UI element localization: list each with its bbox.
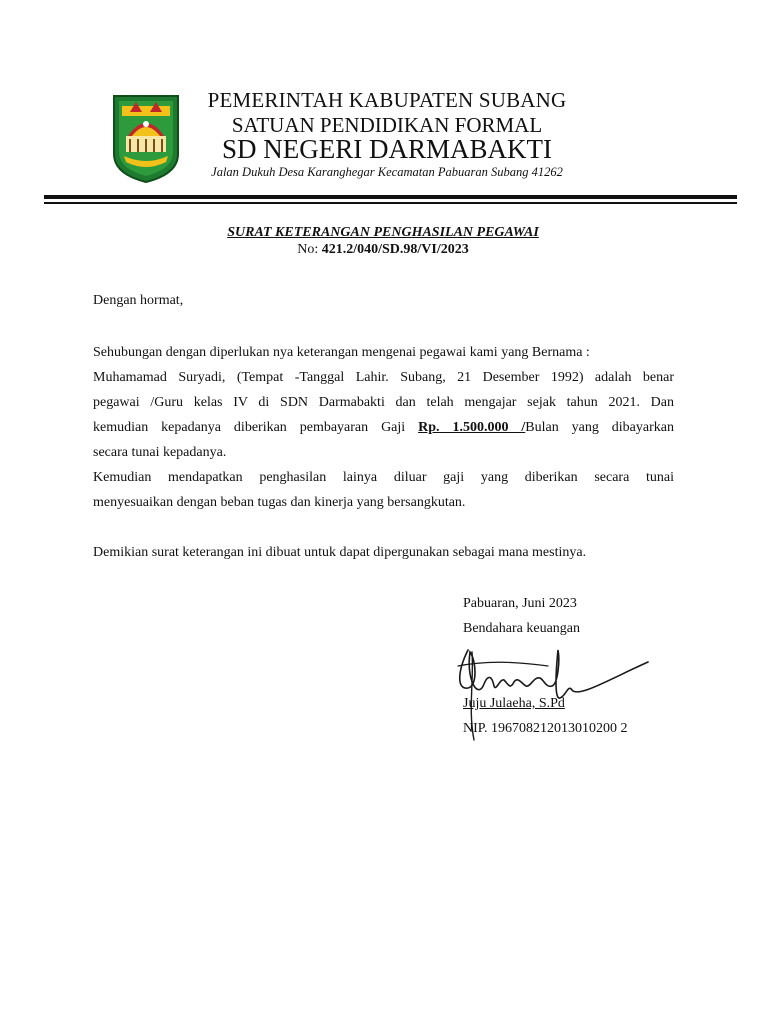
signatory-name: Juju Julaeha, S.Pd — [463, 696, 565, 711]
header-government-line: PEMERINTAH KABUPATEN SUBANG — [207, 88, 567, 112]
letterhead-divider-thick — [44, 195, 737, 199]
signature-position: Bendahara keuangan — [463, 621, 580, 636]
body-line-2: Muhamamad Suryadi, (Tempat -Tanggal Lahir. Subang, 21 Desember 1992) adalah benar — [93, 370, 674, 385]
body-line-4-post: Bulan yang dibayarkan — [525, 420, 674, 435]
letter-number-value: 421.2/040/SD.98/VI/2023 — [321, 242, 469, 257]
header-school-name: SD NEGERI DARMABAKTI — [222, 134, 552, 164]
letterhead-divider-thin — [44, 202, 737, 204]
signature-place-date: Pabuaran, Juni 2023 — [463, 596, 577, 611]
body-line-7: menyesuaikan dengan beban tugas dan kinerja yang bersangkutan. — [93, 495, 466, 510]
letter-title: SURAT KETERANGAN PENGHASILAN PEGAWAI — [227, 225, 539, 240]
body-line-3: pegawai /Guru kelas IV di SDN Darmabakti dan telah mengajar sejak tahun 2021. Dan — [93, 395, 674, 410]
body-line-6: Kemudian mendapatkan penghasilan lainya diluar gaji yang diberikan secara tunai — [93, 470, 674, 485]
letter-number — [150, 242, 616, 258]
salary-amount: Rp. 1.500.000 / — [418, 420, 526, 435]
signatory-nip: NIP. 196708212013010200 2 — [463, 721, 628, 736]
body-line-1: Sehubungan dengan diperlukan nya keterangan mengenai pegawai kami yang Bernama : — [93, 345, 590, 360]
body-line-5: secara tunai kepadanya. — [93, 445, 227, 460]
body-line-4-pre: kemudian kepadanya diberikan pembayaran Gaji — [93, 420, 419, 435]
body-line-4 — [93, 415, 674, 440]
school-emblem-logo — [110, 92, 182, 184]
closing-sentence: Demikian surat keterangan ini dibuat untuk dapat dipergunakan sebagai mana mestinya. — [93, 545, 587, 560]
header-address: Jalan Dukuh Desa Karanghegar Kecamatan Pabuaran Subang 41262 — [211, 165, 563, 179]
letter-number-label: No: — [297, 242, 322, 257]
greeting: Dengan hormat, — [93, 293, 184, 308]
header-unit-line: SATUAN PENDIDIKAN FORMAL — [231, 113, 543, 137]
